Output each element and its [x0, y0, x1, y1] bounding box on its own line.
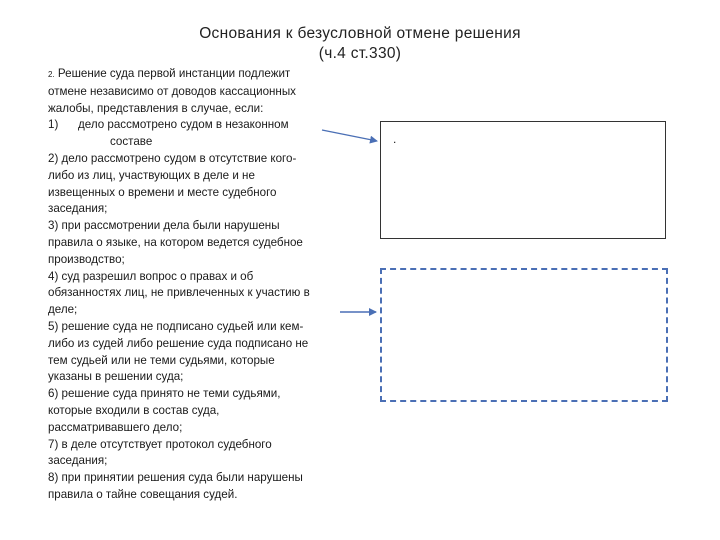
item-2-line: 2) дело рассмотрено судом в отсутствие кого- — [48, 151, 297, 165]
intro-line-3: жалобы, представления в случае, если: — [48, 101, 264, 115]
item-3-line: 3) при рассмотрении дела были нарушены — [48, 219, 280, 233]
item-7-line: заседания; — [48, 454, 108, 468]
intro-line-2: отмене независимо от доводов кассационных — [48, 84, 296, 98]
page-subtitle: (ч.4 ст.330) — [318, 45, 402, 62]
item-5-line: либо из судей либо решение суда подписано не — [48, 336, 309, 350]
item-5-line: 5) решение суда не подписано судьей или кем- — [48, 319, 304, 333]
intro-number: 2. — [48, 70, 55, 79]
item-1: 1) дело рассмотрено судом в незаконном — [48, 117, 348, 134]
intro-line-1: 2. Решение суда первой инстанции подлежит — [48, 67, 291, 80]
item-4-line: 4) суд разрешил вопрос о правах и об — [48, 269, 254, 283]
item-2-line: либо из лиц, участвующих в деле и не — [48, 168, 255, 182]
item-1-cont: составе — [110, 135, 153, 149]
page-title: Основания к безусловной отмене решения — [199, 25, 521, 42]
item-8-line: правила о тайне совещания судей. — [48, 487, 238, 501]
item-7-line: 7) в деле отсутствует протокол судебного — [48, 437, 272, 451]
item-2-line: заседания; — [48, 202, 108, 216]
item-6-line: рассматривавшего дело; — [48, 420, 183, 434]
item-6-line: 6) решение суда принято не теми судьями, — [48, 387, 281, 401]
item-4-line: обязанностях лиц, не привлеченных к участию в — [48, 286, 310, 300]
item-5-line: тем судьей или не теми судьями, которые — [48, 353, 275, 367]
box-1-text: . — [393, 132, 397, 146]
item-3-line: правила о языке, на котором ведется судебное — [48, 235, 303, 249]
item-4-line: деле; — [48, 303, 78, 317]
item-8-line: 8) при принятии решения суда были нарушены — [48, 471, 303, 485]
arrow-item-1-to-box-1 — [322, 130, 377, 141]
item-5-line: указаны в решении суда; — [48, 370, 184, 384]
item-6-line: которые входили в состав суда, — [48, 403, 220, 417]
item-2-line: извещенных о времени и месте судебного — [48, 185, 277, 199]
item-3-line: производство; — [48, 252, 125, 266]
item-1-number: 1) — [48, 118, 59, 132]
